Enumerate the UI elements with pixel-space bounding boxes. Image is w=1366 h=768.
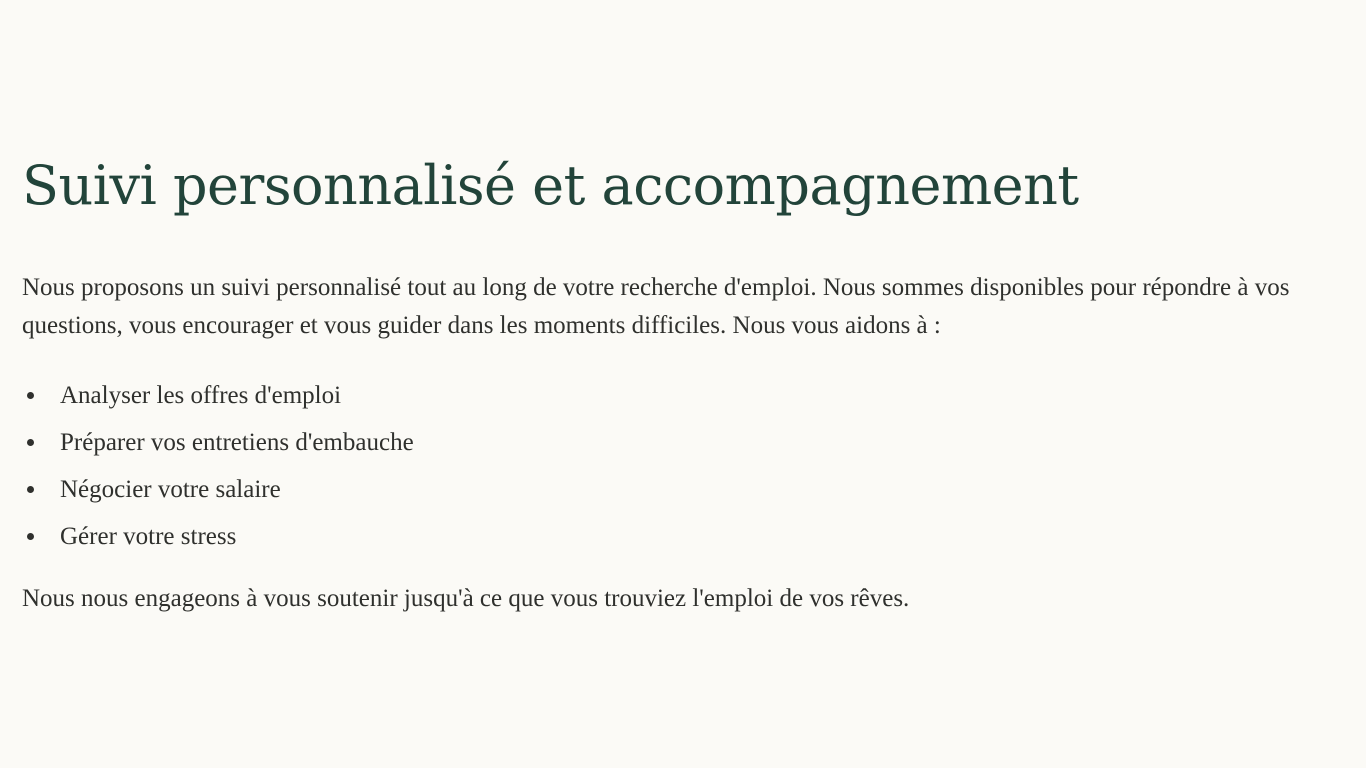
bullet-icon [27, 392, 34, 399]
list-item-label: Préparer vos entretiens d'embauche [60, 429, 414, 456]
list-item-label: Analyser les offres d'emploi [60, 382, 342, 409]
content-section [22, 150, 1342, 618]
list-item-label: Négocier votre salaire [60, 476, 281, 503]
bullet-icon [27, 533, 34, 540]
list-item [22, 372, 1342, 419]
list-item [22, 466, 1342, 513]
bullet-icon [27, 486, 34, 493]
page-title: Suivi personnalisé et accompagnement [22, 154, 1079, 217]
intro-paragraph: Nous proposons un suivi personnalisé tout au long de votre recherche d'emploi. Nous sommes disponibles pour répondre à vos questions, vous encourager et vous guider dans les moments difficiles. Nous vous aidons à : [22, 274, 1290, 339]
list-item [22, 513, 1342, 560]
bullet-icon [27, 439, 34, 446]
closing-paragraph: Nous nous engageons à vous soutenir jusqu'à ce que vous trouviez l'emploi de vos rêves. [22, 585, 910, 612]
list-item [22, 419, 1342, 466]
service-list [22, 372, 1342, 560]
list-item-label: Gérer votre stress [60, 523, 237, 550]
